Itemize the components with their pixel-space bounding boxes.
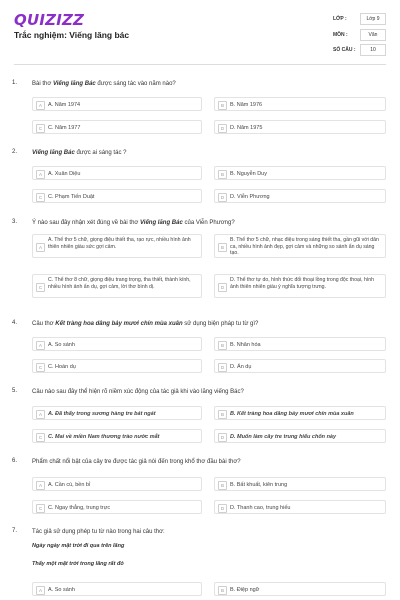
worksheet-header [0,0,400,62]
option-text: D. Ẩn dụ [230,363,252,370]
option-letter-a: A [36,341,45,350]
option-letter-b: B [218,410,227,419]
option-text: D. Thể thơ tự do, hình thức đối thoại lồng trong độc thoại, hình ảnh thiên nhiên giàu ý nghĩa tượng trưng. [230,277,375,290]
option-b[interactable] [214,582,386,596]
option-letter-b: B [218,341,227,350]
question-number: 7. [12,528,18,534]
option-letter-b: B [218,101,227,110]
option-text: D. Viễn Phương [230,193,270,200]
option-text: C. Hoán dụ [48,363,76,370]
question-text [32,320,382,328]
option-text: B. Kết tràng hoa dâng bảy mươi chín mùa xuân [230,410,354,417]
option-a[interactable] [32,97,202,111]
option-text: B. Nhân hóa [230,341,261,348]
question-text: Câu nào sau đây thể hiện rõ niềm xúc động của tác giả khi vào lăng viếng Bác? [32,389,244,395]
option-b[interactable] [214,234,386,258]
option-letter-d: D [218,433,227,442]
option-letter-c: C [36,504,45,513]
option-text: B. Bất khuất, kiên trung [230,481,288,488]
option-letter-c: C [36,124,45,133]
subject-label: MÔN : [333,32,348,38]
option-c[interactable] [32,429,202,443]
question-number: 4. [12,320,18,326]
option-a[interactable] [32,582,202,596]
option-d[interactable] [214,500,386,514]
option-b[interactable] [214,477,386,491]
option-d[interactable] [214,120,386,134]
option-letter-d: D [218,283,227,292]
option-c[interactable] [32,500,202,514]
option-text: D. Thanh cao, trung hiếu [230,504,291,511]
subject-value: Văn [360,29,386,41]
option-letter-b: B [218,170,227,179]
option-b[interactable] [214,337,386,351]
option-a[interactable] [32,337,202,351]
option-letter-a: A [36,481,45,490]
option-text: A. Năm 1974 [48,101,81,108]
header-divider [14,64,386,65]
grade-value: Lớp 9 [360,13,386,25]
option-d[interactable] [214,189,386,203]
option-b[interactable] [214,406,386,420]
option-text: C. Mai về miền Nam thương trào nước mắt [48,433,160,440]
option-text: B. Điệp ngữ [230,586,260,593]
question-text-post: được ai sáng tác ? [74,150,127,156]
question-number: 6. [12,458,18,464]
poem-quote-line-1: Ngày ngày mặt trời đi qua trên lăng [32,543,125,549]
option-letter-d: D [218,193,227,202]
question-text-pre: Câu thơ [32,321,56,327]
question-text [32,149,382,157]
grade-label: LỚP : [333,16,347,22]
question-text: Tác giả sử dụng phép tu từ nào trong hai câu thơ: [32,529,165,535]
option-letter-b: B [218,243,227,252]
option-c[interactable] [32,359,202,373]
option-letter-d: D [218,363,227,372]
question-text [32,219,382,227]
option-letter-d: D [218,124,227,133]
question-text-post: của Viễn Phương? [182,220,235,226]
question-count-label: SỐ CÂU : [333,47,356,53]
page-title: Trắc nghiệm: Viếng lăng bác [14,30,130,40]
question-text-emphasis: Kết tràng hoa dâng bảy mươi chín mùa xuân [55,321,183,327]
question-text-post: được sáng tác vào năm nào? [95,81,176,87]
question-text [32,80,382,88]
option-text: D. Muốn làm cây tre trung hiếu chốn này [230,433,337,440]
option-a[interactable] [32,234,202,258]
question-number: 3. [12,219,18,225]
option-b[interactable] [214,166,386,180]
option-letter-d: D [218,504,227,513]
option-a[interactable] [32,477,202,491]
option-text: A. So sánh [48,586,75,593]
option-letter-c: C [36,363,45,372]
option-text: A. Thể thơ 5 chữ, giọng điệu thiết tha, rạo rực, nhiều hình ảnh thiên nhiên giàu sức gợi cảm. [48,237,191,250]
question-text-pre: Ý nào sau đây nhận xét đúng về bài thơ [32,220,141,226]
option-letter-b: B [218,481,227,490]
option-letter-a: A [36,410,45,419]
question-text-post: sử dụng biện pháp tu từ gì? [182,321,259,327]
option-letter-c: C [36,193,45,202]
option-a[interactable] [32,166,202,180]
question-text-emphasis: Viếng lăng Bác [32,150,75,156]
option-letter-c: C [36,433,45,442]
option-c[interactable] [32,274,202,298]
option-text: B. Nguyễn Duy [230,170,267,177]
option-d[interactable] [214,429,386,443]
option-d[interactable] [214,359,386,373]
option-text: A. Đã thấy trong sương hàng tre bát ngát [48,410,156,417]
option-text: C. Năm 1977 [48,124,81,131]
option-letter-a: A [36,243,45,252]
option-text: A. Cần cù, bền bỉ [48,481,91,488]
option-c[interactable] [32,189,202,203]
option-letter-b: B [218,586,227,595]
option-letter-c: C [36,283,45,292]
option-text: B. Năm 1976 [230,101,263,108]
question-text-emphasis: Viếng lăng Bác [52,81,96,87]
quizizz-logo: QUIZIZZ [14,11,85,29]
option-text: B. Thể thơ 5 chữ, nhạc điệu trong sáng thiết tha, gần gũi với dân ca, nhiều hình ảnh đẹp, gợi cảm và những so sánh ẩn dụ sáng tạo. [230,237,379,257]
poem-quote-line-2: Thấy một mặt trời trong lăng rất đỏ [32,561,124,567]
option-a[interactable] [32,406,202,420]
option-d[interactable] [214,274,386,298]
question-text-pre: Bài thơ [32,81,53,87]
option-text: C. Thể thơ 8 chữ, giọng điệu trang trọng, tha thiết, thành kính, nhiều hình ảnh ẩn dụ, gợi cảm, lời thơ bình dị. [48,277,191,290]
option-text: C. Ngay thẳng, trung trực [48,504,111,511]
option-letter-a: A [36,170,45,179]
option-letter-a: A [36,586,45,595]
question-number: 1. [12,80,18,86]
question-text: Phẩm chất nổi bật của cây tre được tác giả nói đến trong khổ thơ đầu bài thơ? [32,459,241,465]
option-c[interactable] [32,120,202,134]
question-text-emphasis: Viếng lăng Bác [140,220,183,226]
option-text: A. So sánh [48,341,75,348]
question-number: 5. [12,388,18,394]
question-number: 2. [12,149,18,155]
option-letter-a: A [36,101,45,110]
option-text: D. Năm 1975 [230,124,263,131]
option-text: A. Xuân Diệu [48,170,81,177]
option-text: C. Phạm Tiến Duật [48,193,95,200]
question-count-value: 10 [360,44,386,56]
option-b[interactable] [214,97,386,111]
